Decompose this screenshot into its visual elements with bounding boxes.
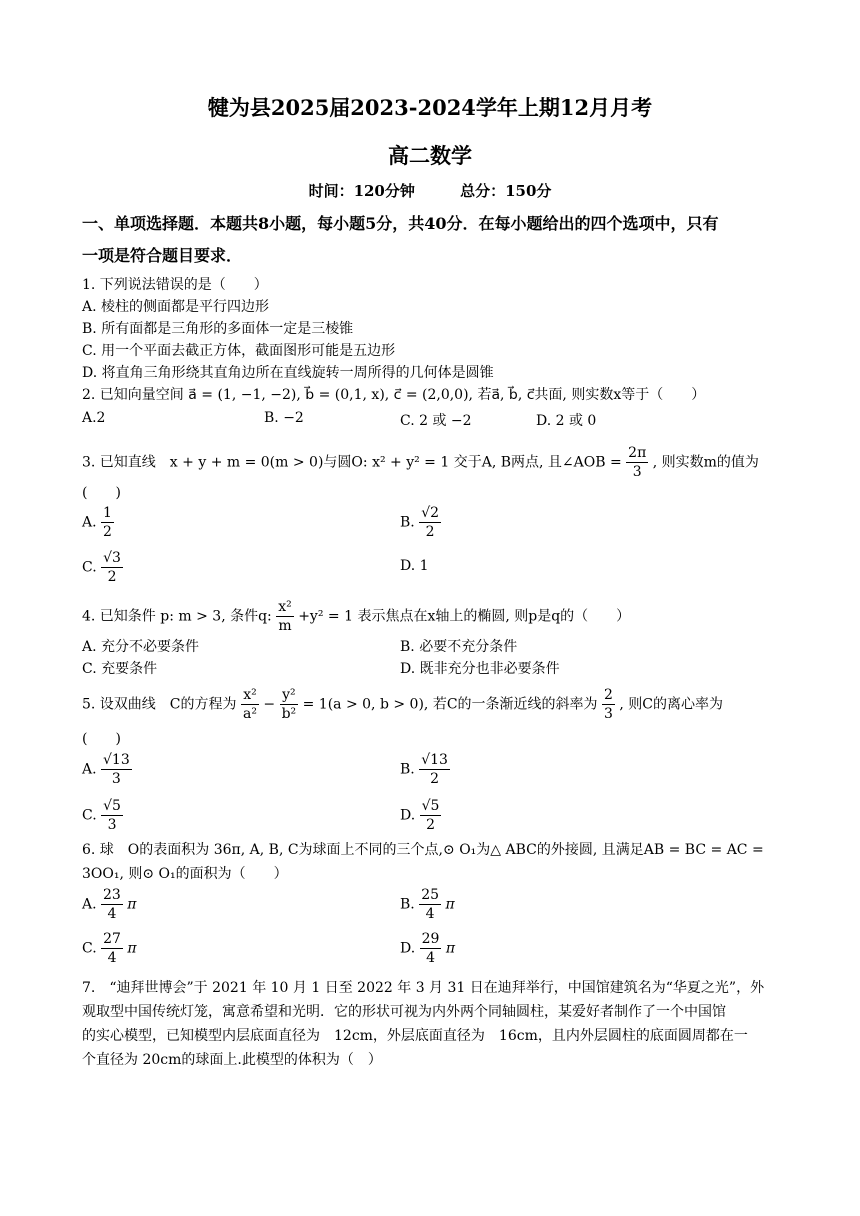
exam-info bbox=[0, 180, 860, 201]
option-fraction bbox=[419, 751, 450, 788]
fraction-denominator: 3 bbox=[632, 464, 642, 480]
pi-symbol: π bbox=[127, 940, 137, 957]
question-6-option-a bbox=[82, 886, 137, 923]
fraction-numerator: 27 bbox=[103, 931, 121, 947]
fraction-denominator: 4 bbox=[107, 950, 117, 966]
question-1-stem: 1. 下列说法错误的是（ ） bbox=[82, 277, 268, 293]
fraction-numerator: √3 bbox=[103, 550, 121, 566]
section-heading bbox=[82, 208, 782, 272]
fraction-denominator: 3 bbox=[107, 817, 117, 833]
question-1-option-b: B. 所有面都是三角形的多面体一定是三棱锥 bbox=[82, 321, 354, 337]
option-label: A. bbox=[82, 761, 97, 778]
fraction-numerator: √13 bbox=[421, 752, 448, 768]
question-4-option-b: B. 必要不充分条件 bbox=[400, 639, 518, 655]
fraction-denominator: 3 bbox=[604, 706, 613, 722]
question-5-option-c bbox=[82, 797, 123, 834]
question-4-stem-a: 4. 已知条件 p: m > 3, 条件q: bbox=[82, 608, 272, 625]
exam-subject: 高二数学 bbox=[388, 143, 472, 168]
fraction-denominator: 4 bbox=[426, 950, 436, 966]
fraction-numerator: 2π bbox=[628, 445, 647, 461]
option-fraction bbox=[101, 797, 123, 834]
option-label: D. bbox=[400, 940, 416, 957]
question-3-angle-fraction bbox=[626, 444, 648, 481]
fraction-numerator: 23 bbox=[103, 887, 121, 903]
fraction-numerator: 25 bbox=[421, 887, 440, 903]
question-5-stem-c: , 则C的离心率为 bbox=[619, 696, 723, 713]
question-5-option-a bbox=[82, 751, 132, 788]
section-heading-line1: 一、单项选择题．本题共8小题，每小题5分，共40分．在每小题给出的四个选项中，只有 bbox=[82, 214, 719, 233]
question-7-stem bbox=[82, 976, 782, 1072]
option-fraction bbox=[419, 886, 441, 923]
option-fraction bbox=[419, 504, 441, 541]
question-4-fraction bbox=[276, 598, 294, 635]
option-label: C. bbox=[82, 807, 97, 824]
question-3-option-a bbox=[82, 504, 114, 541]
option-label: B. bbox=[400, 896, 415, 913]
fraction-denominator: 4 bbox=[425, 906, 435, 922]
fraction-numerator: 29 bbox=[421, 931, 440, 947]
option-label: C. bbox=[82, 559, 97, 576]
question-7-line4: 个直径为 20cm的球面上.此模型的体积为（ ） bbox=[82, 1052, 382, 1068]
pi-symbol: π bbox=[445, 940, 456, 957]
fraction-denominator: 2 bbox=[107, 569, 117, 585]
fraction-numerator: √5 bbox=[103, 798, 121, 814]
fraction-numerator: √13 bbox=[103, 752, 130, 768]
section-heading-line2: 一项是符合题目要求． bbox=[82, 246, 243, 265]
question-5-stem-a: 5. 设双曲线 C的方程为 bbox=[82, 696, 237, 713]
question-4-stem bbox=[82, 598, 782, 635]
pi-symbol: π bbox=[445, 896, 455, 913]
fraction-numerator: x² bbox=[278, 599, 292, 615]
question-5-option-d bbox=[400, 797, 441, 834]
question-1-option-d: D. 将直角三角形绕其直角边所在直线旋转一周所得的几何体是圆锥 bbox=[82, 365, 494, 381]
exam-time: 时间：120分钟 bbox=[308, 182, 415, 200]
question-6-line2: 3OO₁, 则⊙ O₁的面积为（ ） bbox=[82, 866, 288, 882]
question-5-fraction-x bbox=[241, 686, 259, 723]
fraction-numerator: 2 bbox=[604, 687, 613, 703]
fraction-denominator: 2 bbox=[103, 524, 112, 540]
question-5-stem-b: = 1(a > 0, b > 0), 若C的一条渐近线的斜率为 bbox=[302, 696, 598, 713]
option-fraction bbox=[420, 930, 442, 967]
fraction-denominator: b² bbox=[281, 706, 297, 722]
fraction-denominator: 2 bbox=[430, 771, 440, 787]
question-3-option-b bbox=[400, 504, 441, 541]
question-5-fraction-y bbox=[280, 686, 299, 723]
fraction-denominator: 4 bbox=[107, 906, 117, 922]
fraction-denominator: 2 bbox=[426, 817, 436, 833]
option-fraction bbox=[101, 930, 123, 967]
question-2-option-b: B. −2 bbox=[264, 410, 304, 426]
question-5-stem bbox=[82, 686, 782, 723]
question-3-stem-a: 3. 已知直线 x + y + m = 0(m > 0)与圆O: x² + y² = 1 交于A, B两点, 且∠AOB = bbox=[82, 454, 622, 471]
option-fraction bbox=[420, 797, 442, 834]
question-4-option-c: C. 充要条件 bbox=[82, 661, 158, 677]
exam-score: 总分：150分 bbox=[460, 182, 552, 200]
question-2-option-c: C. 2 或 −2 bbox=[400, 413, 472, 429]
fraction-numerator: √5 bbox=[421, 798, 440, 814]
option-fraction bbox=[101, 504, 114, 541]
option-label: D. bbox=[400, 807, 416, 824]
option-fraction bbox=[101, 751, 132, 788]
question-4-option-d: D. 既非充分也非必要条件 bbox=[400, 661, 560, 677]
fraction-denominator: 2 bbox=[425, 524, 435, 540]
question-7-line2: 观取型中国传统灯笼，寓意希望和光明．它的形状可视为内外两个同轴圆柱，某爱好者制作了一个中国馆 bbox=[82, 1004, 726, 1020]
question-5-option-b bbox=[400, 751, 450, 788]
fraction-denominator: a² bbox=[242, 706, 257, 722]
question-1 bbox=[82, 274, 782, 384]
question-6-stem bbox=[82, 838, 782, 886]
question-6-line1: 6. 球 O的表面积为 36π, A, B, C为球面上不同的三个点,⊙ O₁为△ ABC的外接圆, 且满足AB = BC = AC = bbox=[82, 842, 764, 858]
option-label: B. bbox=[400, 514, 415, 531]
question-6-option-c bbox=[82, 930, 137, 967]
question-4-option-a: A. 充分不必要条件 bbox=[82, 639, 200, 655]
question-3-option-d: D. 1 bbox=[400, 558, 429, 574]
question-3-stem-b: , 则实数m的值为 bbox=[652, 454, 759, 471]
question-1-option-a: A. 棱柱的侧面都是平行四边形 bbox=[82, 299, 270, 315]
fraction-numerator: 1 bbox=[103, 505, 112, 521]
pi-symbol: π bbox=[127, 896, 137, 913]
question-3-paren: ( ) bbox=[82, 485, 121, 501]
question-7-line3: 的实心模型，已知模型内层底面直径为 12cm，外层底面直径为 16cm，且内外层圆柱的底面圆周都在一 bbox=[82, 1028, 748, 1044]
question-2-stem: 2. 已知向量空间 a⃗ = (1, −1, −2), b⃗ = (0,1, x), c⃗ = (2,0,0), 若a⃗, b⃗, c⃗共面, 则实数x等于（ ） bbox=[82, 387, 706, 403]
question-6-option-d bbox=[400, 930, 455, 967]
exam-title: 犍为县2025届2023-2024学年上期12月月考 bbox=[207, 95, 653, 120]
question-2-option-d: D. 2 或 0 bbox=[536, 413, 597, 429]
question-5-fraction-slope bbox=[602, 686, 615, 723]
fraction-denominator: 3 bbox=[111, 771, 121, 787]
question-4-stem-b: +y² = 1 表示焦点在x轴上的椭圆, 则p是q的（ ） bbox=[298, 608, 631, 625]
fraction-numerator: y² bbox=[280, 686, 299, 705]
option-label: A. bbox=[82, 514, 97, 531]
fraction-denominator: m bbox=[278, 618, 292, 634]
fraction-numerator: x² bbox=[241, 686, 259, 705]
question-5-paren: ( ) bbox=[82, 731, 121, 747]
fraction-numerator: √2 bbox=[421, 505, 440, 521]
question-3-stem bbox=[82, 444, 782, 481]
question-7-line1: 7. “迪拜世博会”于 2021 年 10 月 1 日至 2022 年 3 月 31 日在迪拜举行，中国馆建筑名为“华夏之光”，外 bbox=[82, 980, 765, 996]
option-label: C. bbox=[82, 940, 97, 957]
option-label: B. bbox=[400, 761, 415, 778]
minus-sign: − bbox=[263, 696, 276, 713]
question-2-option-a: A.2 bbox=[82, 410, 106, 426]
question-3-option-c bbox=[82, 549, 123, 586]
question-1-option-c: C. 用一个平面去截正方体，截面图形可能是五边形 bbox=[82, 343, 396, 359]
option-fraction bbox=[101, 549, 123, 586]
option-fraction bbox=[101, 886, 123, 923]
question-6-option-b bbox=[400, 886, 455, 923]
option-label: A. bbox=[82, 896, 97, 913]
